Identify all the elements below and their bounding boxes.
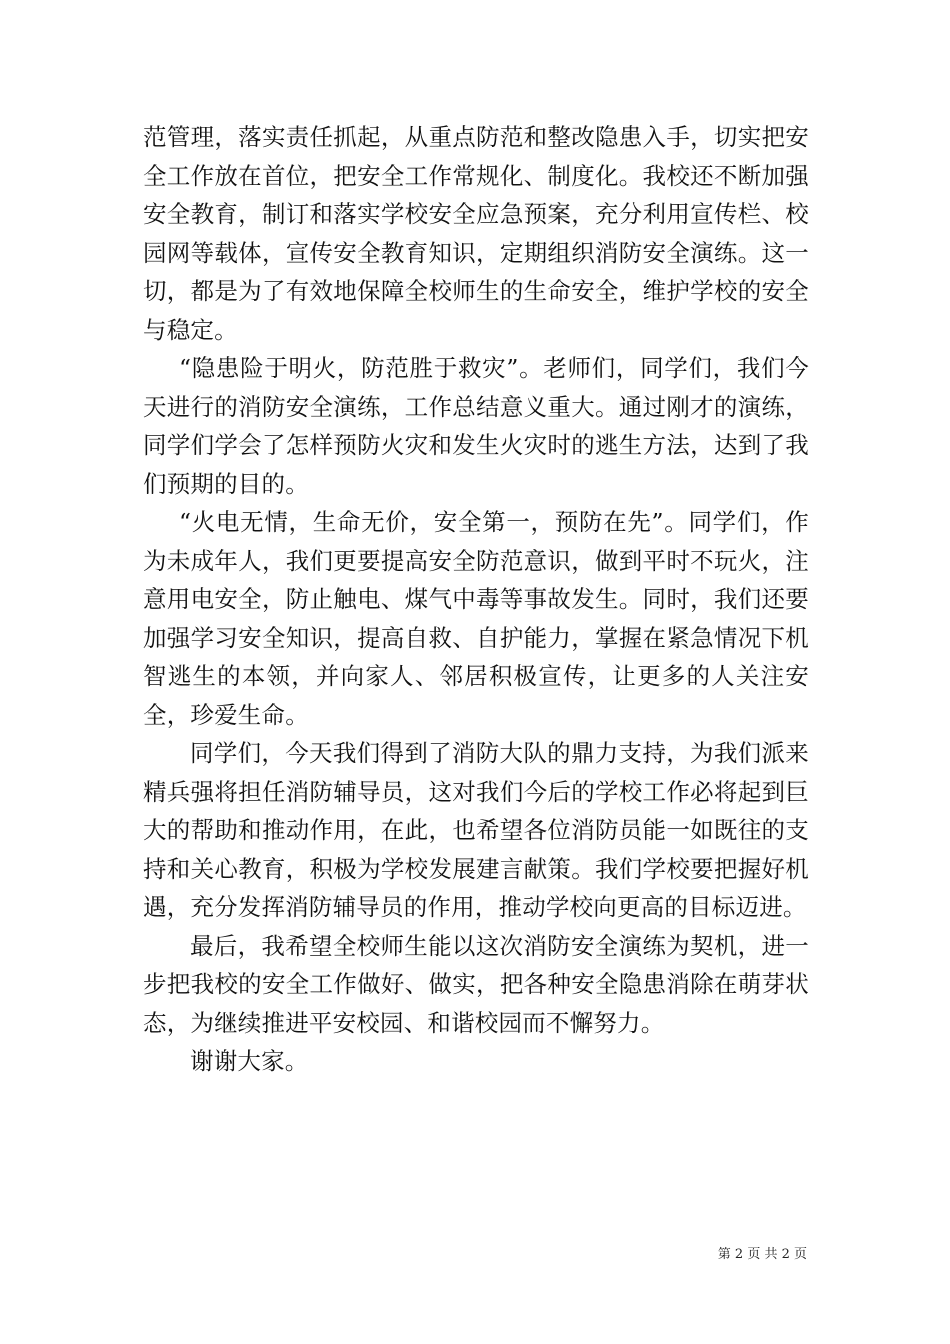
paragraph-fire-brigade-support: 同学们，今天我们得到了消防大队的鼎力支持，为我们派来精兵强将担任消防辅导员，这对我们今后的学校工作必将起到巨大的帮助和推动作用，在此，也希望各位消防员能一如既往的支持和关心教育，积极为学校发展建言献策。我们学校要把握好机遇，充分发挥消防辅导员的作用，推动学校向更高的目标迈进。 — [143, 739, 809, 921]
paragraph-thanks: 谢谢大家。 — [190, 1047, 309, 1075]
paragraph-continuation: 范管理，落实责任抓起，从重点防范和整改隐患入手，切实把安全工作放在首位，把安全工作常规化、制度化。我校还不断加强安全教育，制订和落实学校安全应急预案，充分利用宣传栏、校园网等载体，宣传安全教育知识，定期组织消防安全演练。这一切，都是为了有效地保障全校师生的生命安全，维护学校的安全与稳定。 — [143, 123, 809, 344]
page-number-footer: 第 2 页 共 2 页 — [717, 1247, 807, 1262]
paragraph-hidden-danger: “隐患险于明火，防范胜于救灾”。老师们，同学们，我们今天进行的消防安全演练，工作总结意义重大。通过刚才的演练，同学们学会了怎样预防火灾和发生火灾时的逃生方法，达到了我们预期的目的。 — [143, 354, 809, 498]
paragraph-fire-safety-awareness: “火电无情，生命无价，安全第一，预防在先”。同学们，作为未成年人，我们更要提高安全防范意识，做到平时不玩火，注意用电安全，防止触电、煤气中毒等事故发生。同时，我们还要加强学习安全知识，提高自救、自护能力，掌握在紧急情况下机智逃生的本领，并向家人、邻居积极宣传，让更多的人关注安全，珍爱生命。 — [143, 508, 809, 729]
paragraph-closing-hope: 最后，我希望全校师生能以这次消防安全演练为契机，进一步把我校的安全工作做好、做实，把各种安全隐患消除在萌芽状态，为继续推进平安校园、和谐校园而不懈努力。 — [143, 931, 809, 1037]
document-body — [143, 118, 809, 1081]
